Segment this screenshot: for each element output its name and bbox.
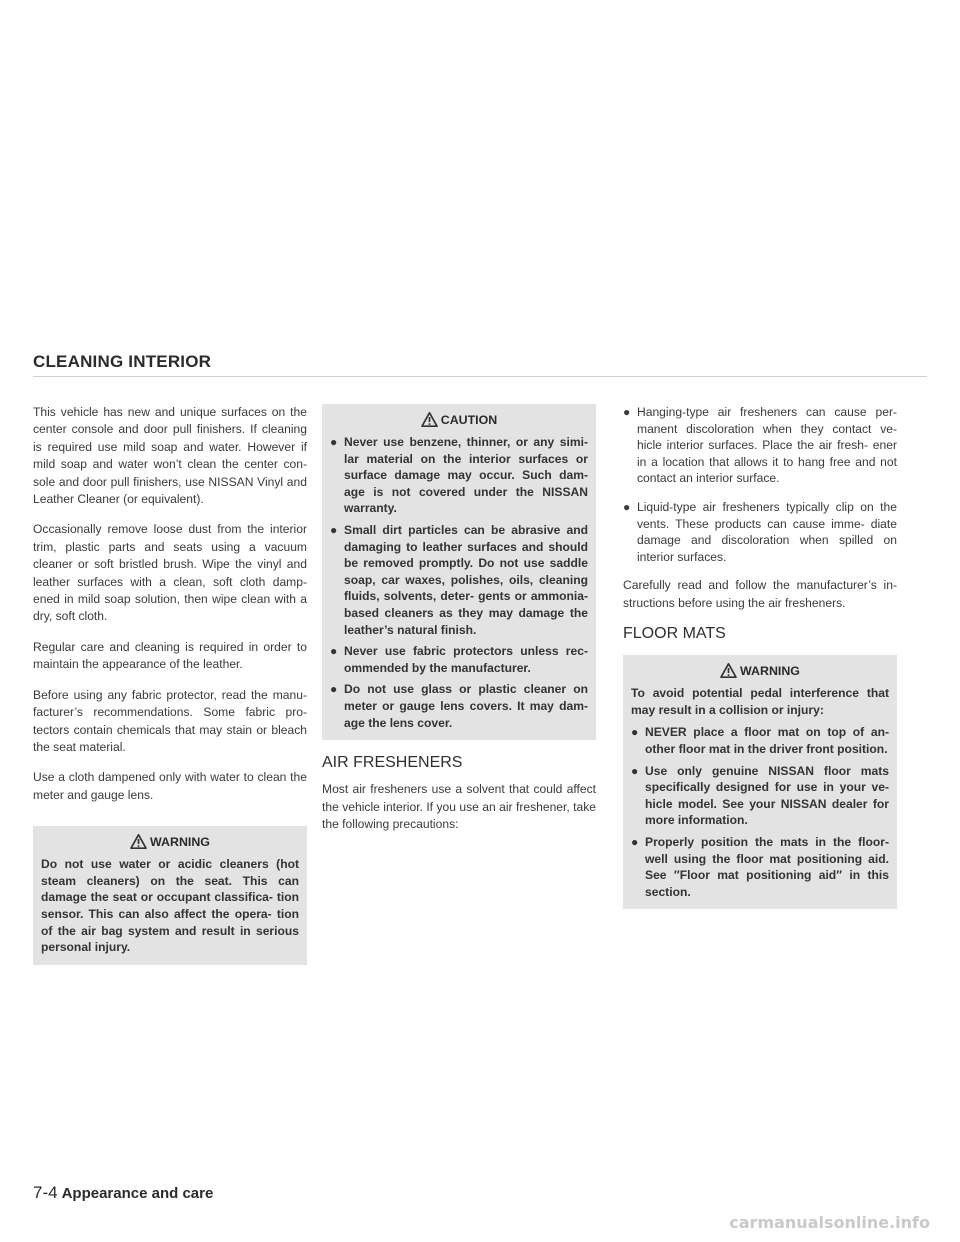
- warning-triangle-icon: [720, 663, 737, 678]
- caution-box: [322, 404, 596, 740]
- paragraph: Most air fresheners use a solvent that could affect the vehicle interior. If you use an air freshener, take the following precautions:: [322, 782, 596, 831]
- bullet-mark: ●: [623, 405, 631, 419]
- page-number: 7-4: [33, 1183, 58, 1202]
- warning-item-text: NEVER place a floor mat on top of an- other floor mat in the driver front position.: [645, 725, 889, 756]
- caution-item-text: Never use benzene, thinner, or any simi- lar material on the interior surfaces or surface damage may occur. Such dam- age is not covered under the NISSAN warranty.: [344, 435, 588, 516]
- warning-item-text: Use only genuine NISSAN floor mats specifically designed for use in your ve- hicle model. See your NISSAN dealer for more information.: [645, 763, 889, 828]
- list-item: [623, 499, 897, 565]
- bullet-mark: ●: [631, 763, 639, 778]
- paragraph: Occasionally remove loose dust from the interior trim, plastic parts and seats using a vacuum cleaner or soft bristled brush. Wipe the vinyl and leather surfaces with a clean, soft cloth damp- ened in mild soap solution, then wipe clean with a dry, soft cloth.: [33, 522, 307, 624]
- bullet-mark: ●: [330, 682, 338, 697]
- warning-intro: To avoid potential pedal interference that may result in a collision or injury:: [631, 686, 889, 717]
- warning-heading: [41, 834, 299, 849]
- warning-heading: [631, 663, 889, 678]
- air-fresheners-heading: AIR FRESHENERS: [322, 754, 463, 772]
- list-item: [623, 404, 897, 487]
- title-divider: [33, 376, 927, 377]
- caution-item-text: Small dirt particles can be abrasive and damaging to leather surfaces and should be removed promptly. Do not use saddle soap, car waxes, polishes, oils, cleaning fluids, solvents, deter- gents or ammonia-based cleaners as they may damage the leather’s natural finish.: [344, 522, 588, 637]
- warning-heading-text: WARNING: [150, 834, 210, 849]
- warning-item: [631, 724, 889, 757]
- paragraph: Regular care and cleaning is required in order to maintain the appearance of the leather.: [33, 639, 307, 672]
- column-3: [623, 404, 897, 923]
- warning-item: [631, 763, 889, 829]
- caution-item-text: Never use fabric protectors unless rec- ommended by the manufacturer.: [344, 644, 588, 675]
- watermark: carmanualsonline.info: [729, 1213, 930, 1232]
- list-item-text: Hanging-type air fresheners can cause per- manent discoloration when they contact ve- hicle interior surfaces. Place the air fresh- ener in a location that allows it to hang free and not contact an interior surface.: [637, 405, 897, 486]
- caution-item: [330, 643, 588, 676]
- warning-item-text: Properly position the mats in the floor- well using the floor mat positioning aid. See ″Floor mat positioning aid″ in this section.: [645, 834, 889, 899]
- warning-triangle-icon: [421, 412, 438, 427]
- paragraph: Before using any fabric protector, read the manu- facturer’s recommendations. Some fabric pro- tectors contain chemicals that may stain or bleach the seat material.: [33, 687, 307, 754]
- warning-item: [631, 834, 889, 900]
- paragraph: Use a cloth dampened only with water to clean the meter and gauge lens.: [33, 770, 307, 802]
- paragraph: Carefully read and follow the manufacturer’s in- structions before using the air fresheners.: [623, 578, 897, 610]
- caution-heading-text: CAUTION: [440, 412, 498, 427]
- caution-heading: [330, 412, 588, 427]
- warning-text: Do not use water or acidic cleaners (hot steam cleaners) on the seat. This can damage the seat or occupant classifica- tion sensor. This can also affect the opera- tion of the air bag system and result in serious personal injury.: [41, 857, 299, 955]
- section-title: CLEANING INTERIOR: [33, 352, 212, 371]
- floor-mat-warning-box: [623, 655, 897, 909]
- warning-heading-text: WARNING: [740, 663, 800, 678]
- caution-item: [330, 681, 588, 731]
- chapter-label: Appearance and care: [61, 1185, 214, 1202]
- caution-item: [330, 522, 588, 638]
- bullet-mark: ●: [623, 499, 631, 514]
- bullet-mark: ●: [631, 834, 639, 849]
- bullet-mark: ●: [631, 725, 639, 740]
- bullet-mark: ●: [330, 644, 338, 659]
- floor-mats-heading: FLOOR MATS: [623, 625, 726, 643]
- bullet-mark: ●: [330, 522, 338, 537]
- caution-item: [330, 434, 588, 517]
- column-2: [322, 404, 596, 846]
- column-1: [33, 404, 307, 979]
- page-footer: [33, 1183, 213, 1203]
- caution-item-text: Do not use glass or plastic cleaner on meter or gauge lens covers. It may dam- age the lens cover.: [344, 682, 588, 730]
- warning-triangle-icon: [130, 834, 147, 849]
- bullet-mark: ●: [330, 435, 338, 449]
- paragraph: This vehicle has new and unique surfaces on the center console and door pull finishers. If cleaning is required use mild soap and water. However if mild soap and water won’t clean the center con- sole and door pull finishers, use NISSAN Vinyl and Leather Cleaner (or equivalent).: [33, 405, 307, 507]
- list-item-text: Liquid-type air fresheners typically clip on the vents. These products can cause imme- diate damage and discoloration when spilled on interior surfaces.: [637, 499, 897, 564]
- seat-warning-box: [33, 826, 307, 965]
